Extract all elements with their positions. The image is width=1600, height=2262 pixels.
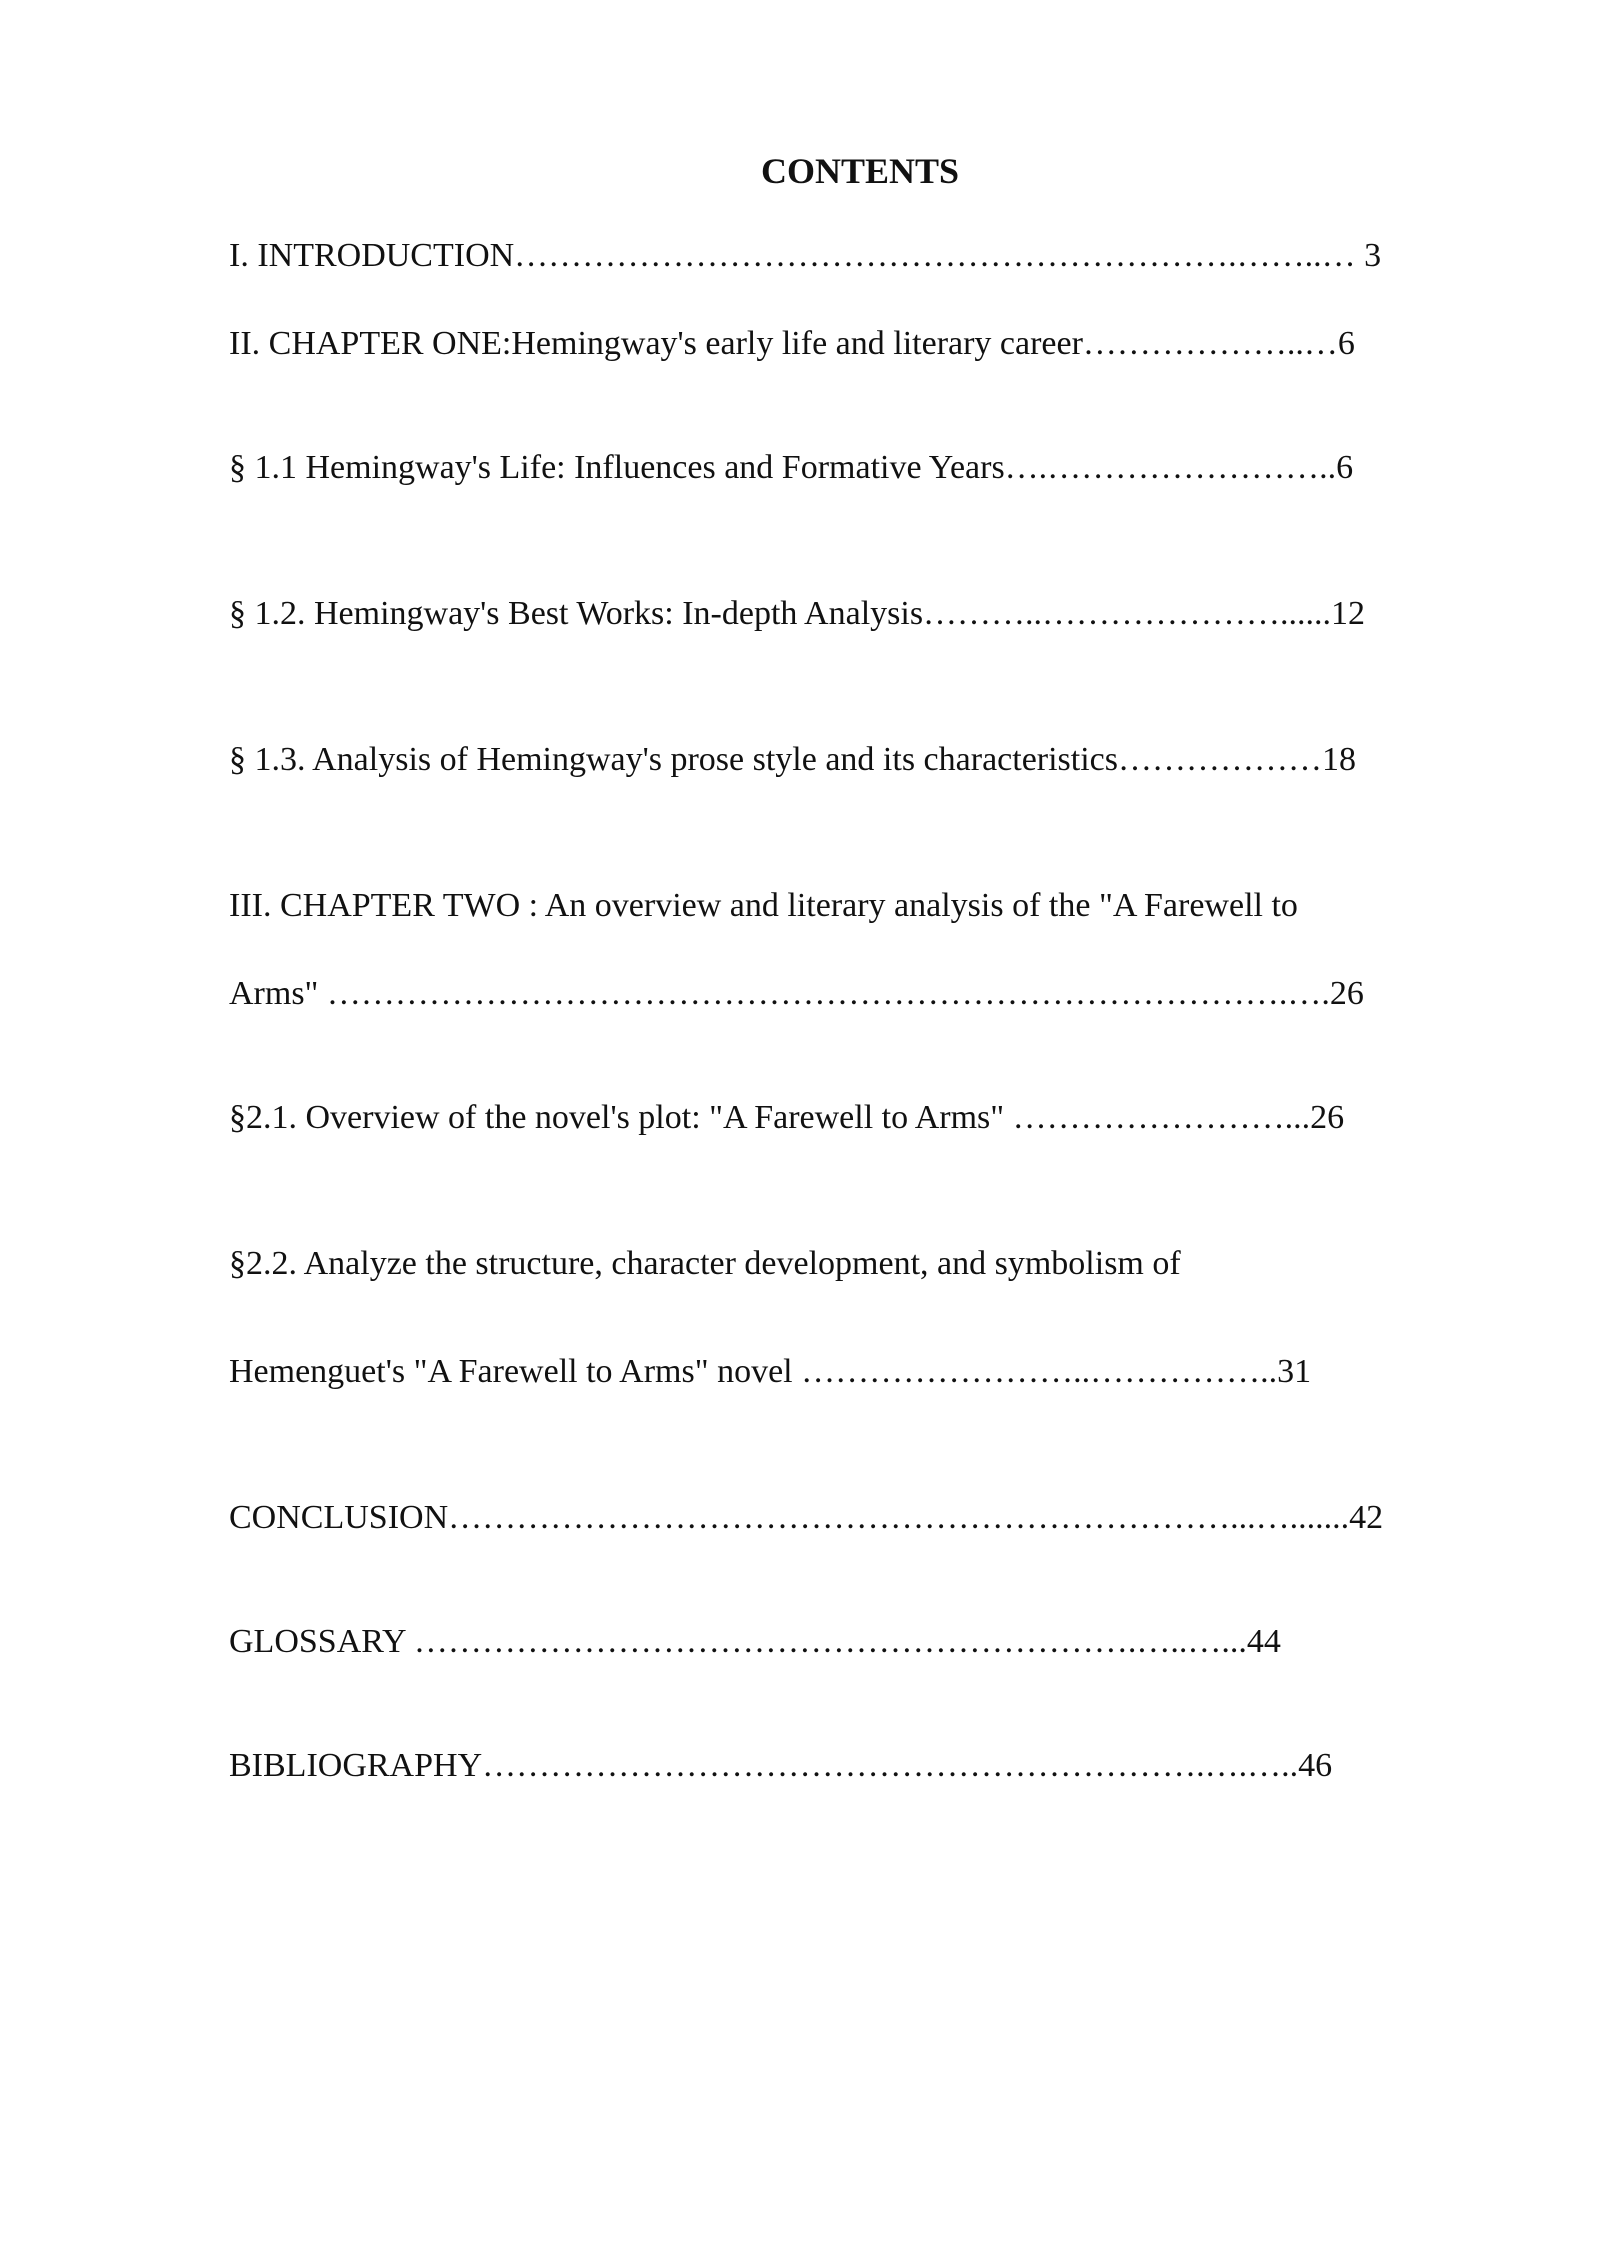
toc-entry-section-2-2-cont: Hemenguet's "A Farewell to Arms" novel ……………………..……………..31 — [229, 1353, 1312, 1390]
toc-entry-section-2-2: §2.2. Analyze the structure, character development, and symbolism of — [229, 1245, 1181, 1282]
toc-entry-chapter-two: III. CHAPTER TWO : An overview and literary analysis of the "A Farewell to — [229, 887, 1298, 924]
contents-title: CONTENTS — [760, 151, 960, 191]
toc-entry-section-1-3: § 1.3. Analysis of Hemingway's prose style and its characteristics………………18 — [229, 741, 1356, 778]
toc-entry-section-1-2: § 1.2. Hemingway's Best Works: In-depth Analysis………..…………………......12 — [229, 595, 1366, 632]
toc-entry-glossary: GLOSSARY ……………………………………………………….…..…...44 — [229, 1623, 1281, 1660]
toc-entry-bibliography: BIBLIOGRAPHY……………………………………………………….….…..46 — [229, 1747, 1333, 1784]
toc-entry-introduction: I. INTRODUCTION……………………………………………………….……..… 3 — [229, 237, 1382, 274]
toc-entry-chapter-one: II. CHAPTER ONE:Hemingway's early life and literary career………………..…6 — [229, 325, 1355, 362]
toc-entry-section-2-1: §2.1. Overview of the novel's plot: "A Farewell to Arms" ……………………...26 — [229, 1099, 1345, 1136]
toc-entry-chapter-two-cont: Arms" ………………………………………………………………………….….26 — [229, 975, 1364, 1012]
toc-entry-conclusion: CONCLUSION……………………………………………………………...….......42 — [229, 1499, 1384, 1536]
toc-entry-section-1-1: § 1.1 Hemingway's Life: Influences and Formative Years….……………………..6 — [229, 449, 1354, 486]
